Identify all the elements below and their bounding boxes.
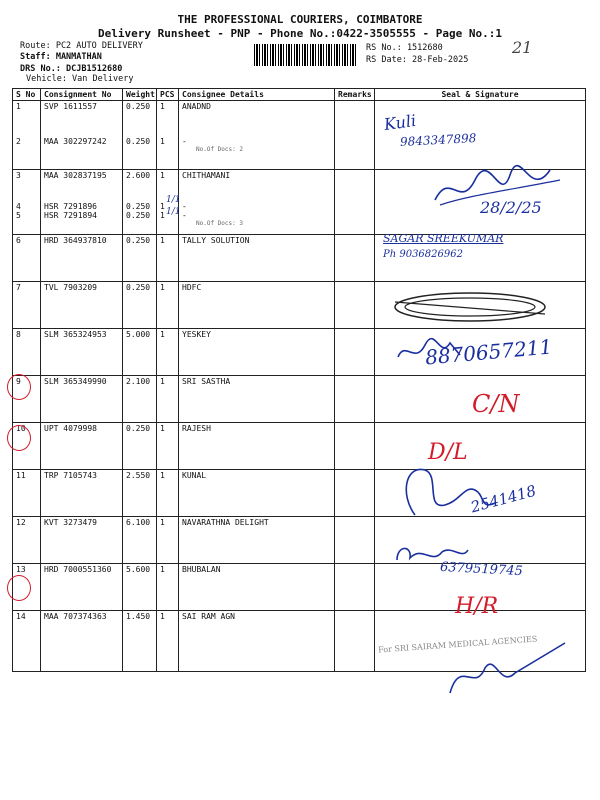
weight: 6.100 bbox=[126, 518, 151, 527]
consignee: SRI SASTHA bbox=[182, 377, 231, 386]
weight: 0.250 bbox=[126, 211, 151, 220]
pcs: 1 bbox=[160, 518, 165, 527]
sno: 2 bbox=[16, 137, 21, 146]
consignee: BHUBALAN bbox=[182, 565, 221, 574]
handwritten-page-number: 21 bbox=[512, 38, 533, 57]
consignment-no: HRD 7000551360 bbox=[44, 565, 112, 574]
sno: 12 bbox=[16, 518, 26, 527]
staff-label: Staff: MANMATHAN bbox=[20, 52, 102, 62]
sno: 11 bbox=[16, 471, 26, 480]
weight: 0.250 bbox=[126, 137, 151, 146]
pcs: 1 bbox=[160, 424, 165, 433]
consignee: RAJESH bbox=[182, 424, 211, 433]
consignee: YESKEY bbox=[182, 330, 211, 339]
consignment-no: MAA 707374363 bbox=[44, 612, 107, 621]
consignee: - bbox=[182, 211, 187, 220]
row14-signature-scribble bbox=[440, 638, 570, 698]
row3-date: 28/2/25 bbox=[480, 198, 542, 217]
pcs: 1 bbox=[160, 137, 165, 146]
consignment-no: SLM 365349990 bbox=[44, 377, 107, 386]
col-consignee: Consignee Details bbox=[179, 89, 335, 101]
col-sno: S No bbox=[13, 89, 41, 101]
row6-phone: Ph 9036826962 bbox=[383, 249, 463, 260]
weight: 5.000 bbox=[126, 330, 151, 339]
col-remarks: Remarks bbox=[335, 89, 375, 101]
row7-signature-scribble bbox=[385, 282, 555, 332]
consignee: TALLY SOLUTION bbox=[182, 236, 250, 245]
row11-number: 2541418 bbox=[468, 481, 539, 517]
sno: 13 bbox=[16, 565, 26, 574]
row1-phone: 9843347898 bbox=[399, 131, 477, 149]
pcs: 1 bbox=[160, 171, 165, 180]
sno: 4 bbox=[16, 202, 21, 211]
consignment-no: TRP 7105743 bbox=[44, 471, 97, 480]
pcs: 1 bbox=[160, 211, 165, 220]
doc-count: No.Of Docs: 3 bbox=[196, 220, 243, 227]
red-circle-mark bbox=[7, 575, 31, 601]
sno: 7 bbox=[16, 283, 21, 292]
rs-number: RS No.: 1512680 bbox=[366, 43, 443, 53]
pcs: 1 bbox=[160, 612, 165, 621]
sno: 3 bbox=[16, 171, 21, 180]
weight: 0.250 bbox=[126, 283, 151, 292]
pcs-tick-mark: 1/1 bbox=[166, 207, 181, 217]
vehicle-label: Vehicle: Van Delivery bbox=[26, 74, 134, 84]
consignment-no: MAA 302297242 bbox=[44, 137, 107, 146]
col-pcs: PCS bbox=[157, 89, 179, 101]
weight: 2.100 bbox=[126, 377, 151, 386]
pcs: 1 bbox=[160, 202, 165, 211]
consignment-no: UPT 4079998 bbox=[44, 424, 97, 433]
rs-date: RS Date: 28-Feb-2025 bbox=[366, 55, 469, 65]
consignment-no: SLM 365324953 bbox=[44, 330, 107, 339]
weight: 5.600 bbox=[126, 565, 151, 574]
row10-remark: D/L bbox=[428, 440, 468, 465]
weight: 0.250 bbox=[126, 424, 151, 433]
row8-phone: 8870657211 bbox=[424, 334, 554, 370]
sno: 1 bbox=[16, 102, 21, 111]
sno: 6 bbox=[16, 236, 21, 245]
row12-phone: 6379519745 bbox=[439, 559, 524, 580]
row13-remark: H/R bbox=[455, 594, 499, 619]
pcs: 1 bbox=[160, 102, 165, 111]
consignee: ANADND bbox=[182, 102, 211, 111]
consignee: HDFC bbox=[182, 283, 202, 292]
row9-remark: C/N bbox=[472, 390, 520, 418]
red-circle-mark bbox=[7, 425, 31, 451]
pcs: 1 bbox=[160, 565, 165, 574]
runsheet-subtitle: Delivery Runsheet - PNP - Phone No.:0422-3505555 - Page No.:1 bbox=[98, 27, 502, 40]
weight: 2.550 bbox=[126, 471, 151, 480]
row1-signature: Kuli bbox=[382, 110, 418, 135]
consignment-no: HSR 7291894 bbox=[44, 211, 97, 220]
company-title: THE PROFESSIONAL COURIERS, COIMBATORE bbox=[177, 13, 423, 26]
barcode bbox=[254, 44, 356, 66]
pcs: 1 bbox=[160, 236, 165, 245]
sno: 8 bbox=[16, 330, 21, 339]
sno: 10 bbox=[16, 424, 26, 433]
weight: 0.250 bbox=[126, 102, 151, 111]
weight: 2.600 bbox=[126, 171, 151, 180]
consignee: KUNAL bbox=[182, 471, 207, 480]
consignment-no: MAA 302837195 bbox=[44, 171, 107, 180]
pcs-tick-mark: 1/1 bbox=[166, 195, 181, 205]
pcs: 1 bbox=[160, 330, 165, 339]
consignment-no: SVP 1611557 bbox=[44, 102, 97, 111]
col-consignment: Consignment No bbox=[41, 89, 123, 101]
agency-stamp: For SRI SAIRAM MEDICAL AGENCIES bbox=[377, 634, 538, 655]
sno: 5 bbox=[16, 211, 21, 220]
route-label: Route: PC2 AUTO DELIVERY bbox=[20, 41, 143, 51]
consignee: CHITHAMANI bbox=[182, 171, 231, 180]
consignee: - bbox=[182, 137, 187, 146]
consignment-no: HSR 7291896 bbox=[44, 202, 97, 211]
weight: 1.450 bbox=[126, 612, 151, 621]
weight: 0.250 bbox=[126, 202, 151, 211]
consignee: SAI RAM AGN bbox=[182, 612, 235, 621]
pcs: 1 bbox=[160, 471, 165, 480]
col-signature: Seal & Signature bbox=[375, 89, 586, 101]
row6-name: SAGAR SREEKUMAR bbox=[383, 232, 504, 245]
sno: 14 bbox=[16, 612, 26, 621]
drs-label: DRS No.: DCJB1512680 bbox=[20, 64, 123, 74]
consignment-no: TVL 7903209 bbox=[44, 283, 97, 292]
col-weight: Weight bbox=[123, 89, 157, 101]
pcs: 1 bbox=[160, 283, 165, 292]
row11-signature-scribble bbox=[395, 455, 515, 525]
sno: 9 bbox=[16, 377, 21, 386]
consignee: NAVARATHNA DELIGHT bbox=[182, 518, 269, 527]
consignment-no: KVT 3273479 bbox=[44, 518, 97, 527]
consignee: - bbox=[182, 202, 187, 211]
doc-count: No.Of Docs: 2 bbox=[196, 146, 243, 153]
table-header-row bbox=[13, 89, 586, 101]
weight: 0.250 bbox=[126, 236, 151, 245]
pcs: 1 bbox=[160, 377, 165, 386]
consignment-no: HRD 364937810 bbox=[44, 236, 107, 245]
red-circle-mark bbox=[7, 374, 31, 400]
